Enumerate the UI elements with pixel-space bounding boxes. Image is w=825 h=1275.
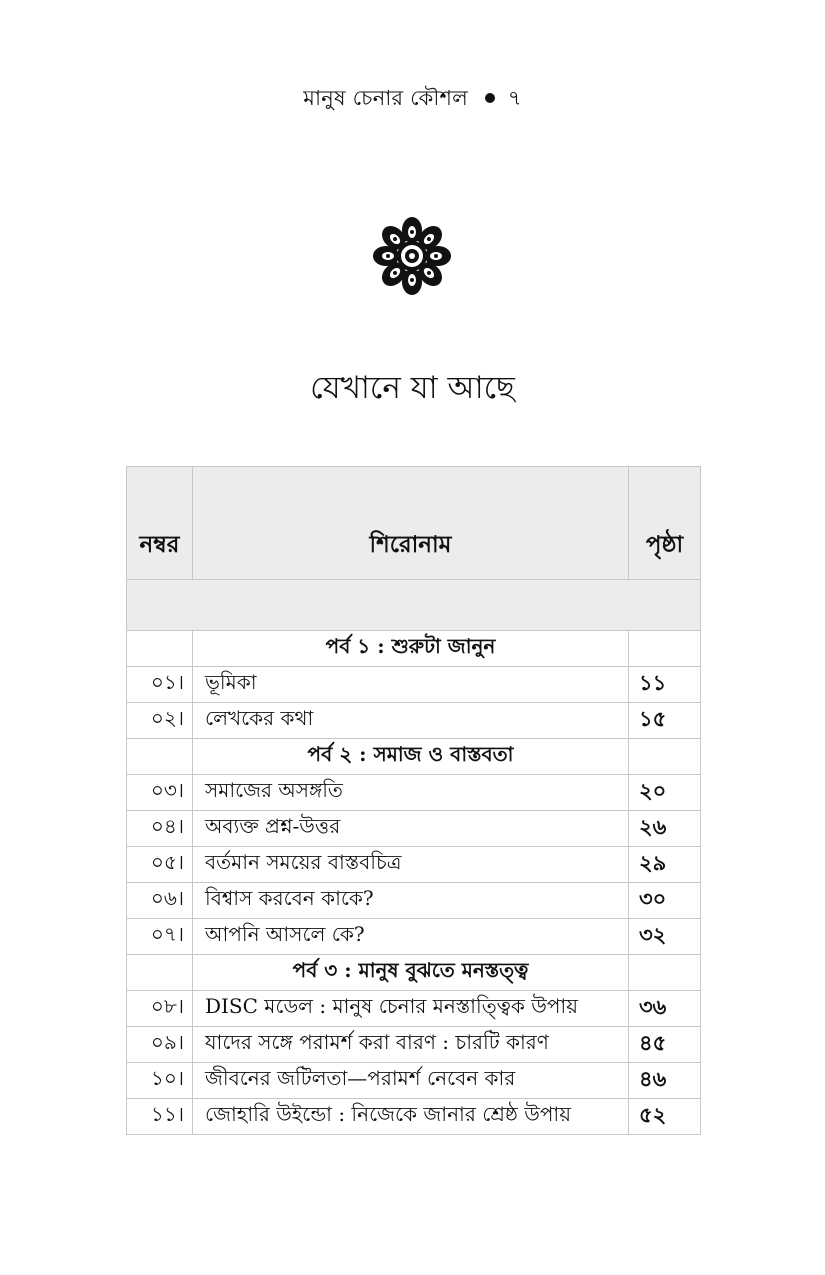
entry-page: ৩৬: [629, 991, 701, 1027]
toc-title: যেখানে যা আছে: [310, 370, 515, 406]
table-row: [127, 811, 701, 847]
running-header: [0, 82, 825, 117]
bullet-dot-icon: [485, 93, 495, 103]
part-title: পর্ব ১ : শুরুটা জানুন: [193, 631, 629, 667]
entry-number: ০৭।: [127, 919, 193, 955]
column-header-page: পৃষ্ঠা: [629, 467, 701, 580]
empty-cell: [127, 631, 193, 667]
entry-title: অব্যক্ত প্রশ্ন-উত্তর: [193, 811, 629, 847]
table-row: [127, 667, 701, 703]
entry-title: ভূমিকা: [193, 667, 629, 703]
empty-cell: [629, 955, 701, 991]
empty-cell: [629, 739, 701, 775]
entry-page: ২০: [629, 775, 701, 811]
empty-cell: [127, 955, 193, 991]
entry-title: জীবনের জটিলতা—পরামর্শ নেবেন কার: [193, 1063, 629, 1099]
entry-title: যাদের সঙ্গে পরামর্শ করা বারণ : চারটি কারণ: [193, 1027, 629, 1063]
toc-table: [126, 466, 701, 1135]
part-row: [127, 631, 701, 667]
part-title: পর্ব ৩ : মানুষ বুঝতে মনস্তত্ত্ব: [193, 955, 629, 991]
table-row: [127, 991, 701, 1027]
entry-page: ৩০: [629, 883, 701, 919]
table-row: [127, 847, 701, 883]
entry-page: ২৯: [629, 847, 701, 883]
entry-page: ১১: [629, 667, 701, 703]
part-title: পর্ব ২ : সমাজ ও বাস্তবতা: [193, 739, 629, 775]
entry-page: ৫২: [629, 1099, 701, 1135]
table-row: [127, 883, 701, 919]
entry-page: ১৫: [629, 703, 701, 739]
table-row: [127, 919, 701, 955]
entry-title: বিশ্বাস করবেন কাকে?: [193, 883, 629, 919]
table-row: [127, 1099, 701, 1135]
entry-number: ০৫।: [127, 847, 193, 883]
empty-cell: [127, 739, 193, 775]
entry-title: DISC মডেল : মানুষ চেনার মনস্তাত্ত্বিক উপায়: [193, 991, 629, 1027]
table-row: [127, 703, 701, 739]
entry-page: ৩২: [629, 919, 701, 955]
book-title: মানুষ চেনার কৌশল: [303, 86, 469, 110]
entry-number: ০৬।: [127, 883, 193, 919]
entry-page: ৪৫: [629, 1027, 701, 1063]
part-row: [127, 955, 701, 991]
entry-number: ০১।: [127, 667, 193, 703]
entry-title: বর্তমান সময়ের বাস্তবচিত্র: [193, 847, 629, 883]
entry-page: ২৬: [629, 811, 701, 847]
flower-ornament-icon: [370, 214, 454, 298]
entry-number: ০৪।: [127, 811, 193, 847]
empty-cell: [629, 631, 701, 667]
entry-title: সমাজের অসঙ্গতি: [193, 775, 629, 811]
table-header-row: [127, 467, 701, 580]
entry-title: লেখকের কথা: [193, 703, 629, 739]
entry-number: ০৩।: [127, 775, 193, 811]
table-row: [127, 775, 701, 811]
entry-page: ৪৬: [629, 1063, 701, 1099]
entry-number: ০৮।: [127, 991, 193, 1027]
column-header-title: শিরোনাম: [193, 467, 629, 580]
entry-number: ০৯।: [127, 1027, 193, 1063]
entry-number: ১১।: [127, 1099, 193, 1135]
entry-title: আপনি আসলে কে?: [193, 919, 629, 955]
entry-number: ০২।: [127, 703, 193, 739]
toc-body: [127, 580, 701, 1135]
spacer-cell: [127, 580, 701, 631]
table-row: [127, 1027, 701, 1063]
page-number: ৭: [507, 86, 522, 110]
part-row: [127, 739, 701, 775]
spacer-row: [127, 580, 701, 631]
column-header-number: নম্বর: [127, 467, 193, 580]
entry-title: জোহারি উইন্ডো : নিজেকে জানার শ্রেষ্ঠ উপায়: [193, 1099, 629, 1135]
table-row: [127, 1063, 701, 1099]
entry-number: ১০।: [127, 1063, 193, 1099]
